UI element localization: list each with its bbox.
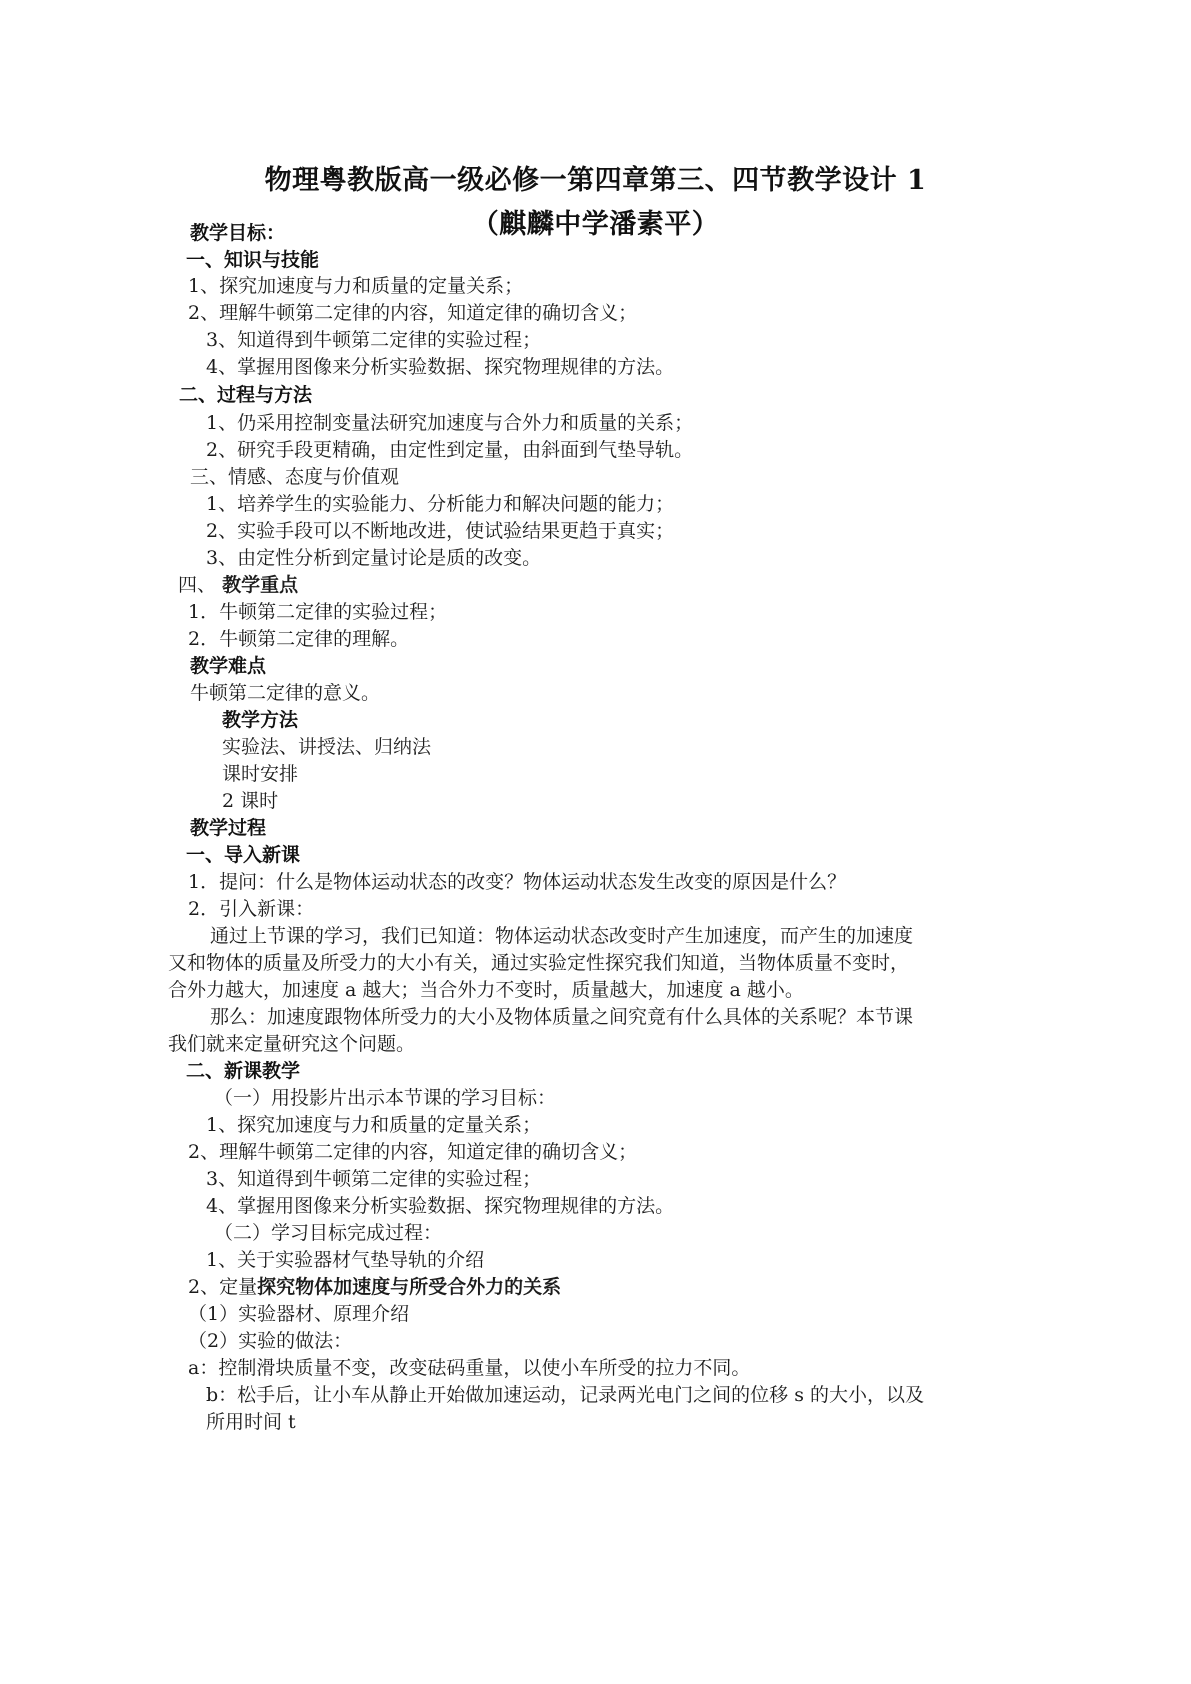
list-item: 2、研究手段更精确，由定性到定量，由斜面到气垫导轨。 [206,439,694,461]
section-heading: 二、新课教学 [186,1060,301,1082]
list-item: 所用时间 t [206,1411,296,1433]
list-item: 2．牛顿第二定律的理解。 [188,628,410,650]
list-item: （2）实验的做法： [188,1330,353,1352]
list-item: 4、掌握用图像来分析实验数据、探究物理规律的方法。 [206,1195,675,1217]
section-heading: 一、知识与技能 [186,249,320,271]
schedule-text: 2 课时 [222,790,279,812]
list-item: 1．提问：什么是物体运动状态的改变？物体运动状态发生改变的原因是什么？ [188,871,847,893]
goals-heading: 教学目标： [190,222,286,244]
list-item: 2、理解牛顿第二定律的内容，知道定律的确切含义； [188,1141,638,1163]
section-heading: 一、导入新课 [186,844,301,866]
list-item: 3、由定性分析到定量讨论是质的改变。 [206,547,542,569]
list-item: 2、理解牛顿第二定律的内容，知道定律的确切含义； [188,302,638,324]
method-heading: 教学方法 [222,709,299,731]
paragraph-line: 我们就来定量研究这个问题。 [168,1033,416,1055]
list-item: （1）实验器材、原理介绍 [188,1303,410,1325]
list-item: b：松手后，让小车从静止开始做加速运动，记录两光电门之间的位移 s 的大小，以及 [206,1384,924,1406]
section-heading: 二、过程与方法 [179,384,313,406]
step-heading: （一）用投影片出示本节课的学习目标： [214,1087,557,1109]
list-item: 3、知道得到牛顿第二定律的实验过程； [206,329,542,351]
list-item: 2．引入新课： [188,898,315,920]
item-prefix: 2、定量 [188,1276,258,1298]
paragraph-line: 那么：加速度跟物体所受力的大小及物体质量之间究竟有什么具体的关系呢？本节课 [210,1006,914,1028]
list-item: 1．牛顿第二定律的实验过程； [188,601,448,623]
section-heading [178,573,298,597]
schedule-label: 课时安排 [222,763,299,785]
method-text: 实验法、讲授法、归纳法 [222,736,432,758]
item-emphasis: 探究物体加速度与所受合外力的关系 [257,1276,562,1298]
document-title: 物理粤教版高一级必修一第四章第三、四节教学设计 1 [264,165,927,196]
list-item [188,1275,561,1299]
list-item: 3、知道得到牛顿第二定律的实验过程； [206,1168,542,1190]
paragraph-line: 通过上节课的学习，我们已知道：物体运动状态改变时产生加速度，而产生的加速度 [210,925,914,947]
step-heading: （二）学习目标完成过程： [214,1222,443,1244]
process-heading: 教学过程 [190,817,267,839]
difficulty-text: 牛顿第二定律的意义。 [190,682,381,704]
paragraph-line: 又和物体的质量及所受力的大小有关，通过实验定性探究我们知道，当物体质量不变时， [168,952,910,974]
list-item: a：控制滑块质量不变，改变砝码重量，以使小车所受的拉力不同。 [188,1357,751,1379]
difficulty-heading: 教学难点 [190,655,267,677]
section-heading: 三、情感、态度与价值观 [190,466,400,488]
list-item: 1、仍采用控制变量法研究加速度与合外力和质量的关系； [206,412,694,434]
section-number: 四、 [178,574,217,596]
document-subtitle: （麒麟中学潘素平） [471,209,720,240]
list-item: 1、培养学生的实验能力、分析能力和解决问题的能力； [206,493,675,515]
list-item: 2、实验手段可以不断地改进，使试验结果更趋于真实； [206,520,675,542]
list-item: 1、关于实验器材气垫导轨的介绍 [206,1249,485,1271]
list-item: 1、探究加速度与力和质量的定量关系； [188,275,524,297]
section-title: 教学重点 [222,574,299,596]
paragraph-line: 合外力越大，加速度 a 越大；当合外力不变时，质量越大，加速度 a 越小。 [168,979,804,1001]
list-item: 4、掌握用图像来分析实验数据、探究物理规律的方法。 [206,356,675,378]
list-item: 1、探究加速度与力和质量的定量关系； [206,1114,542,1136]
